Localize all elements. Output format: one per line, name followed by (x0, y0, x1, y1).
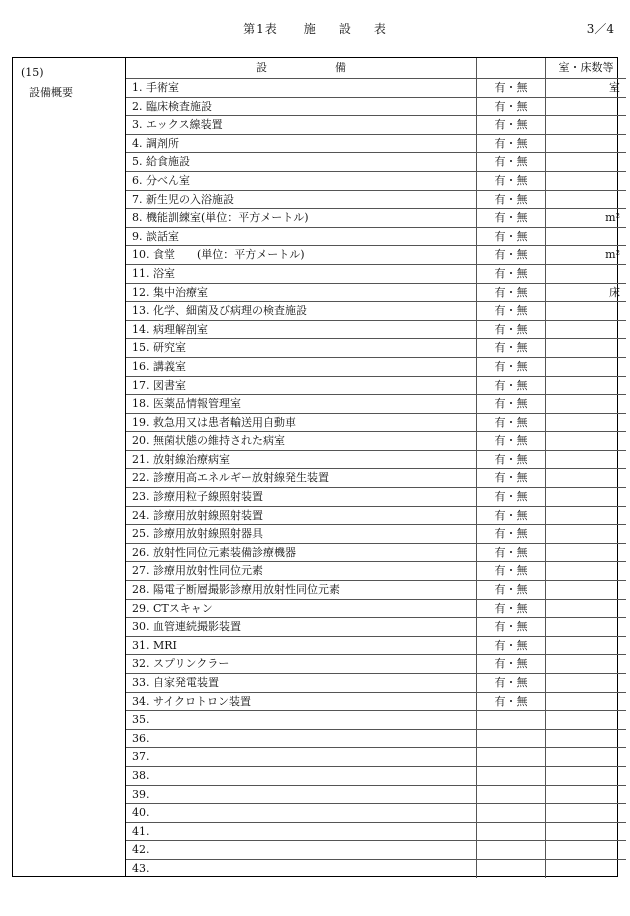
availability-choice[interactable]: 有・無 (477, 692, 546, 711)
title-char: 表 (373, 22, 387, 36)
equipment-name: 8. 機能訓練室(単位：平方メートル) (126, 209, 477, 228)
availability-choice[interactable] (477, 804, 546, 823)
unit-count-cell[interactable] (546, 636, 627, 655)
table-row (126, 841, 626, 860)
unit-count-cell[interactable]: 床 (546, 283, 627, 302)
equipment-name: 15. 研究室 (126, 339, 477, 358)
table-row (126, 264, 626, 283)
availability-choice[interactable]: 有・無 (477, 190, 546, 209)
table-row (126, 488, 626, 507)
unit-count-cell[interactable] (546, 581, 627, 600)
availability-choice[interactable]: 有・無 (477, 469, 546, 488)
unit-count-cell[interactable] (546, 525, 627, 544)
equipment-name: 16. 講義室 (126, 357, 477, 376)
availability-choice[interactable]: 有・無 (477, 413, 546, 432)
equipment-name: 33. 自家発電装置 (126, 674, 477, 693)
table-row (126, 395, 626, 414)
equipment-name: 39. (126, 785, 477, 804)
availability-choice[interactable]: 有・無 (477, 302, 546, 321)
unit-count-cell[interactable] (546, 692, 627, 711)
equipment-name: 25. 診療用放射線照射器具 (126, 525, 477, 544)
unit-count-cell[interactable] (546, 190, 627, 209)
table-row (126, 636, 626, 655)
unit-count-cell[interactable] (546, 450, 627, 469)
availability-choice[interactable]: 有・無 (477, 674, 546, 693)
equipment-name: 34. サイクロトロン装置 (126, 692, 477, 711)
availability-choice[interactable]: 有・無 (477, 432, 546, 451)
equipment-name: 30. 血管連続撮影装置 (126, 618, 477, 637)
availability-choice[interactable]: 有・無 (477, 171, 546, 190)
title-char: 施 (303, 22, 317, 36)
unit-count-cell[interactable] (546, 432, 627, 451)
page-number: 3／4 (586, 22, 614, 36)
table-label: 第1表 (243, 22, 278, 36)
equipment-name: 18. 医薬品情報管理室 (126, 395, 477, 414)
table-row (126, 766, 626, 785)
table-row (126, 376, 626, 395)
availability-choice[interactable]: 有・無 (477, 153, 546, 172)
availability-choice[interactable]: 有・無 (477, 395, 546, 414)
unit-count-cell[interactable] (546, 618, 627, 637)
equipment-name: 17. 図書室 (126, 376, 477, 395)
availability-choice[interactable]: 有・無 (477, 450, 546, 469)
availability-choice[interactable]: 有・無 (477, 320, 546, 339)
equipment-name: 29. CTスキャン (126, 599, 477, 618)
table-row (126, 804, 626, 823)
equipment-name: 23. 診療用粒子線照射装置 (126, 488, 477, 507)
availability-choice[interactable]: 有・無 (477, 283, 546, 302)
availability-choice[interactable] (477, 729, 546, 748)
availability-choice[interactable]: 有・無 (477, 655, 546, 674)
unit-count-cell[interactable] (546, 413, 627, 432)
equipment-name: 40. (126, 804, 477, 823)
unit-count-cell[interactable] (546, 302, 627, 321)
table-row (126, 357, 626, 376)
column-header-availability (477, 58, 546, 79)
equipment-name: 1. 手術室 (126, 79, 477, 98)
unit-count-cell[interactable] (546, 804, 627, 823)
unit-count-cell[interactable] (546, 599, 627, 618)
table-row (126, 190, 626, 209)
availability-choice[interactable]: 有・無 (477, 227, 546, 246)
availability-choice[interactable]: 有・無 (477, 543, 546, 562)
equipment-name: 21. 放射線治療病室 (126, 450, 477, 469)
availability-choice[interactable] (477, 748, 546, 767)
availability-choice[interactable]: 有・無 (477, 357, 546, 376)
unit-count-cell[interactable] (546, 153, 627, 172)
equipment-name: 11. 浴室 (126, 264, 477, 283)
unit-count-cell[interactable] (546, 357, 627, 376)
unit-count-cell[interactable] (546, 729, 627, 748)
availability-choice[interactable] (477, 822, 546, 841)
unit-count-cell[interactable] (546, 116, 627, 135)
unit-count-cell[interactable] (546, 655, 627, 674)
table-row (126, 859, 626, 877)
unit-count-cell[interactable] (546, 376, 627, 395)
availability-choice[interactable]: 有・無 (477, 209, 546, 228)
unit-count-cell[interactable]: 室 (546, 79, 627, 98)
availability-choice[interactable] (477, 841, 546, 860)
unit-count-cell[interactable] (546, 562, 627, 581)
unit-count-cell[interactable] (546, 320, 627, 339)
availability-choice[interactable]: 有・無 (477, 116, 546, 135)
equipment-name: 4. 調剤所 (126, 134, 477, 153)
equipment-name: 24. 診療用放射線照射装置 (126, 506, 477, 525)
table-row (126, 729, 626, 748)
unit-count-cell[interactable] (546, 859, 627, 877)
unit-count-cell[interactable] (546, 264, 627, 283)
table-row (126, 79, 626, 98)
table-row (126, 655, 626, 674)
table-row (126, 283, 626, 302)
equipment-name: 43. (126, 859, 477, 877)
table-row (126, 748, 626, 767)
equipment-name: 7. 新生児の入浴施設 (126, 190, 477, 209)
availability-choice[interactable]: 有・無 (477, 506, 546, 525)
equipment-name: 42. (126, 841, 477, 860)
availability-choice[interactable] (477, 711, 546, 730)
equipment-name: 35. (126, 711, 477, 730)
table-row (126, 562, 626, 581)
equipment-name: 36. (126, 729, 477, 748)
equipment-name: 22. 診療用高エネルギー放射線発生装置 (126, 469, 477, 488)
equipment-name: 6. 分べん室 (126, 171, 477, 190)
table-row (126, 618, 626, 637)
availability-choice[interactable]: 有・無 (477, 246, 546, 265)
availability-choice[interactable]: 有・無 (477, 525, 546, 544)
equipment-name: 13. 化学、細菌及び病理の検査施設 (126, 302, 477, 321)
equipment-name: 38. (126, 766, 477, 785)
unit-count-cell[interactable] (546, 822, 627, 841)
unit-count-cell[interactable]: m² (546, 246, 627, 265)
equipment-name: 19. 救急用又は患者輸送用自動車 (126, 413, 477, 432)
table-row (126, 785, 626, 804)
table-row (126, 413, 626, 432)
table-row (126, 339, 626, 358)
table-row (126, 432, 626, 451)
unit-count-cell[interactable]: m² (546, 209, 627, 228)
availability-choice[interactable]: 有・無 (477, 376, 546, 395)
availability-choice[interactable]: 有・無 (477, 618, 546, 637)
section-label: 設備概要 (29, 86, 73, 99)
availability-choice[interactable]: 有・無 (477, 599, 546, 618)
table-row (126, 822, 626, 841)
unit-count-cell[interactable] (546, 766, 627, 785)
unit-count-cell[interactable] (546, 748, 627, 767)
availability-choice[interactable]: 有・無 (477, 581, 546, 600)
column-header-unit: 室・床数等 (546, 58, 627, 79)
table-header-row (126, 58, 626, 79)
table-row (126, 209, 626, 228)
table-row (126, 581, 626, 600)
availability-choice[interactable]: 有・無 (477, 488, 546, 507)
equipment-name: 31. MRI (126, 636, 477, 655)
table-row (126, 506, 626, 525)
unit-count-cell[interactable] (546, 488, 627, 507)
title-char: 設 (338, 22, 352, 36)
equipment-name: 20. 無菌状態の維持された病室 (126, 432, 477, 451)
page-title (0, 20, 630, 37)
table-row (126, 302, 626, 321)
section-number: (15) (21, 66, 44, 79)
unit-count-cell[interactable] (546, 395, 627, 414)
equipment-name: 9. 談話室 (126, 227, 477, 246)
facility-table-frame (12, 57, 618, 877)
table-row (126, 134, 626, 153)
column-header-equipment: 設備 (126, 58, 477, 79)
unit-count-cell[interactable] (546, 674, 627, 693)
table-row (126, 227, 626, 246)
table-row (126, 674, 626, 693)
equipment-table (126, 58, 626, 878)
equipment-name: 27. 診療用放射性同位元素 (126, 562, 477, 581)
availability-choice[interactable]: 有・無 (477, 79, 546, 98)
availability-choice[interactable] (477, 859, 546, 877)
equipment-name: 10. 食堂 (単位：平方メートル) (126, 246, 477, 265)
availability-choice[interactable] (477, 785, 546, 804)
equipment-name: 2. 臨床検査施設 (126, 97, 477, 116)
availability-choice[interactable] (477, 766, 546, 785)
table-row (126, 469, 626, 488)
table-row (126, 543, 626, 562)
equipment-name: 14. 病理解剖室 (126, 320, 477, 339)
unit-count-cell[interactable] (546, 841, 627, 860)
table-row (126, 525, 626, 544)
unit-count-cell[interactable] (546, 171, 627, 190)
table-row (126, 711, 626, 730)
unit-count-cell[interactable] (546, 543, 627, 562)
table-row (126, 692, 626, 711)
availability-choice[interactable]: 有・無 (477, 339, 546, 358)
availability-choice[interactable]: 有・無 (477, 636, 546, 655)
unit-count-cell[interactable] (546, 339, 627, 358)
availability-choice[interactable]: 有・無 (477, 134, 546, 153)
equipment-name: 41. (126, 822, 477, 841)
unit-count-cell[interactable] (546, 506, 627, 525)
unit-count-cell[interactable] (546, 785, 627, 804)
table-row (126, 246, 626, 265)
unit-count-cell[interactable] (546, 711, 627, 730)
availability-choice[interactable]: 有・無 (477, 562, 546, 581)
equipment-name: 12. 集中治療室 (126, 283, 477, 302)
table-row (126, 171, 626, 190)
equipment-name: 3. エックス線装置 (126, 116, 477, 135)
section-column (13, 58, 126, 876)
unit-count-cell[interactable] (546, 227, 627, 246)
availability-choice[interactable]: 有・無 (477, 97, 546, 116)
table-row (126, 116, 626, 135)
equipment-name: 26. 放射性同位元素装備診療機器 (126, 543, 477, 562)
table-row (126, 599, 626, 618)
unit-count-cell[interactable] (546, 134, 627, 153)
equipment-name: 37. (126, 748, 477, 767)
equipment-name: 5. 給食施設 (126, 153, 477, 172)
table-row (126, 97, 626, 116)
availability-choice[interactable]: 有・無 (477, 264, 546, 283)
unit-count-cell[interactable] (546, 97, 627, 116)
table-row (126, 153, 626, 172)
table-row (126, 320, 626, 339)
equipment-name: 28. 陽電子断層撮影診療用放射性同位元素 (126, 581, 477, 600)
equipment-name: 32. スプリンクラー (126, 655, 477, 674)
table-row (126, 450, 626, 469)
unit-count-cell[interactable] (546, 469, 627, 488)
